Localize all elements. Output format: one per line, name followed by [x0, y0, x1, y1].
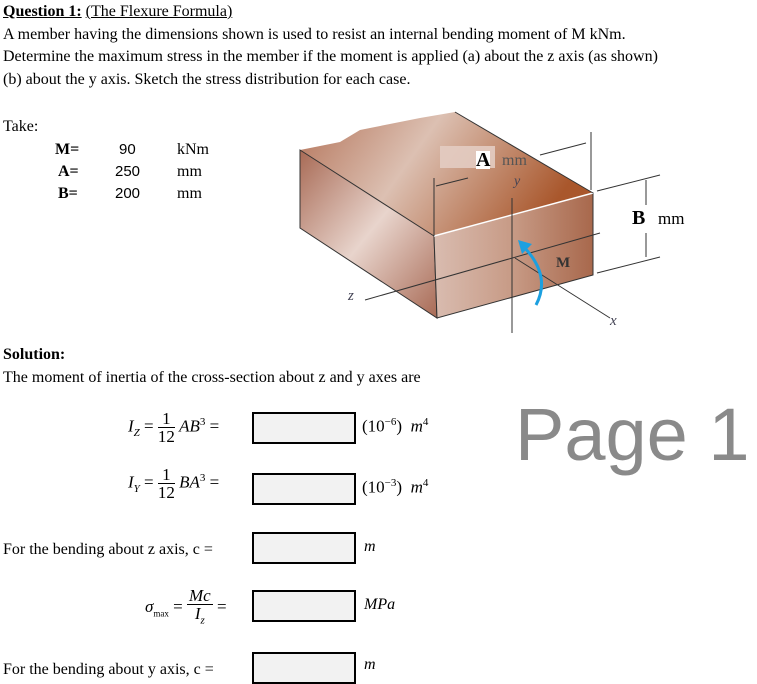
given-unit: mm: [177, 163, 202, 180]
cy-answer-input[interactable]: [252, 652, 356, 684]
scale: (10: [362, 416, 385, 436]
exp: −3: [384, 477, 397, 489]
iz-fraction: [158, 410, 175, 445]
given-value: 90: [119, 141, 136, 158]
solution-intro: The moment of inertia of the cross-section about z and y axes are: [3, 369, 421, 386]
exp: −6: [384, 416, 397, 428]
iz-answer-input[interactable]: [252, 412, 356, 444]
iz-symbol: I: [128, 416, 134, 436]
unit: m: [410, 477, 423, 497]
pow: 3: [199, 471, 206, 484]
axis-z-label: z: [348, 288, 354, 304]
sigma-answer-input[interactable]: [252, 590, 356, 622]
cy-unit: m: [364, 656, 376, 673]
take-label: Take:: [3, 118, 39, 135]
iz-unit: $(10^{-6})$ $m^4$: [362, 416, 429, 436]
iz-equation: $I_Z$ = $\frac{1}{12}$ $AB^3$ =: [128, 409, 220, 446]
given-unit: mm: [177, 185, 202, 202]
given-value: 200: [115, 185, 141, 202]
cy-label: For the bending about y axis, c =: [3, 661, 214, 678]
den: I: [194, 604, 201, 623]
sigma-sub: max: [153, 608, 169, 619]
cz-answer-input[interactable]: [252, 532, 356, 564]
dim-b-label: B: [632, 207, 646, 229]
iy-fraction: [158, 466, 175, 501]
dim-b-unit: mm: [658, 209, 685, 228]
axis-x-label: x: [610, 313, 617, 329]
den: 12: [157, 483, 175, 502]
given-unit: kNm: [177, 141, 209, 158]
den-sub: z: [200, 614, 205, 627]
num: Mc: [188, 586, 211, 605]
question-line-2: Determine the maximum stress in the member if the moment is applied (a) about the z axis (as shown): [3, 48, 658, 65]
iz-expr: AB: [179, 416, 200, 436]
axis-y-label: y: [514, 174, 521, 189]
num: 1: [158, 410, 175, 428]
given-name: A=: [58, 163, 79, 180]
cz-unit: m: [364, 538, 376, 555]
dim-a-label: A: [476, 149, 491, 171]
sigma-fraction: [187, 587, 213, 629]
unit: m: [410, 416, 423, 436]
iy-symbol: I: [128, 472, 134, 492]
sigma-symbol: σ: [145, 597, 154, 617]
given-name: B=: [58, 185, 78, 202]
sigma-equation: $\sigma_{max}$ = $\frac{Mc}{I_z}$ =: [145, 587, 227, 629]
den: 12: [157, 427, 175, 446]
iy-sub: Y: [133, 482, 140, 495]
iy-unit: $(10^{-3})$ $m^4$: [362, 477, 429, 497]
question-line-3: (b) about the y axis. Sketch the stress distribution for each case.: [3, 71, 411, 88]
question-label: Question 1:: [3, 3, 82, 20]
question-line-1: A member having the dimensions shown is used to resist an internal bending moment of M kNm.: [3, 26, 626, 43]
question-title: (The Flexure Formula): [85, 3, 233, 20]
iz-sub: Z: [133, 426, 140, 439]
scale: (10: [362, 477, 385, 497]
moment-label: M: [556, 255, 571, 271]
unit-pow: 4: [422, 416, 429, 428]
pow: 3: [199, 415, 206, 428]
given-value: 250: [115, 163, 141, 180]
num: 1: [158, 466, 175, 484]
iy-answer-input[interactable]: [252, 473, 356, 505]
sigma-unit: MPa: [364, 596, 396, 613]
dim-a-unit: mm: [502, 152, 527, 169]
given-name: M=: [55, 141, 80, 158]
iy-equation: $I_Y$ = $\frac{1}{12}$ $BA^3$ =: [128, 465, 220, 502]
unit-pow: 4: [422, 477, 429, 489]
page-watermark: Page 1: [515, 393, 750, 476]
iy-expr: BA: [179, 472, 200, 492]
cz-label: For the bending about z axis, c =: [3, 541, 213, 558]
solution-label: Solution:: [3, 346, 66, 363]
